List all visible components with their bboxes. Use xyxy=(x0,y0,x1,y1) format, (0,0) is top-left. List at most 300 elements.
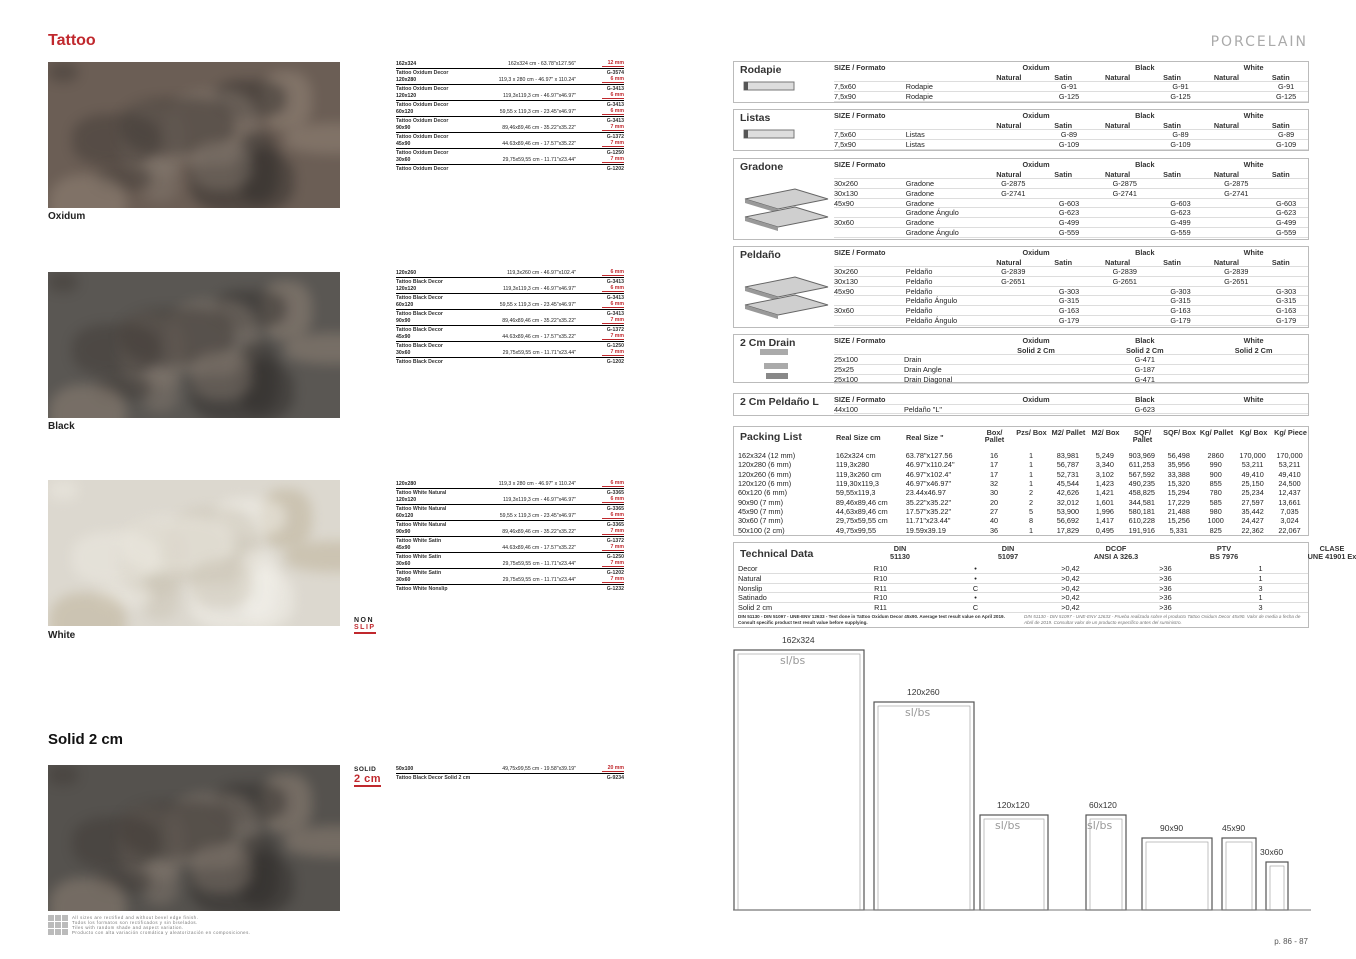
technical-cell: 1 xyxy=(1258,593,1263,603)
technical-header-cell xyxy=(1278,545,1356,561)
spec-dimension: 119,3x260 cm - 46.97"x102.4" xyxy=(506,269,576,276)
technical-cell: • xyxy=(974,593,977,603)
packing-cell: 3,340 xyxy=(1095,460,1114,470)
spec-name: Tattoo Black Decor Solid 2 cm xyxy=(396,774,471,781)
spec-row xyxy=(396,300,624,310)
finish-header: Satin xyxy=(1054,72,1073,82)
piece-icon xyxy=(740,187,830,237)
spec-dimension: 119,3x119,3 cm - 46.97"x46.97" xyxy=(503,92,576,99)
packing-cell: 344,581 xyxy=(1128,497,1155,507)
technical-cell: >36 xyxy=(1159,583,1172,593)
technical-cell: Decor xyxy=(738,563,758,573)
table-header-row xyxy=(834,111,1308,121)
trim-cell: G-163 xyxy=(1275,305,1297,315)
packing-cell: 35,956 xyxy=(1167,460,1190,470)
spec-code: G-1372 xyxy=(606,537,624,544)
packing-cell: 162x324 cm xyxy=(835,451,876,461)
packing-cell: 162x324 (12 mm) xyxy=(738,451,796,461)
trim-cell: G-163 xyxy=(1058,305,1080,315)
size-header: SIZE / Formato xyxy=(834,248,886,258)
packing-cell: 580,181 xyxy=(1128,506,1155,516)
packing-cell: 490,235 xyxy=(1128,479,1155,489)
section-title: Gradone xyxy=(740,161,784,173)
packing-header-cell: Real Size cm xyxy=(836,433,881,442)
texture-blot xyxy=(191,141,252,190)
packing-cell: 170,000 xyxy=(1239,451,1266,461)
spec-row xyxy=(396,123,624,133)
spec-thickness: 6 mm xyxy=(602,77,624,83)
spec-size: 120x280 xyxy=(396,76,417,83)
drain-size: 25x100 xyxy=(834,374,858,384)
spec-size: 90x90 xyxy=(396,124,411,131)
trim-cell: 7,5x90 xyxy=(834,91,856,101)
spec-code: G-1250 xyxy=(606,342,624,349)
trim-cell: G-499 xyxy=(1058,217,1080,227)
packing-cell: 50x100 (2 cm) xyxy=(738,525,785,535)
spec-name: Tattoo White Satin xyxy=(396,569,442,576)
spec-size: 45x90 xyxy=(396,333,411,340)
technical-cell: C xyxy=(972,603,979,613)
packing-cell: 15,256 xyxy=(1167,516,1190,526)
trim-cell: G-2839 xyxy=(1001,267,1026,277)
spec-name: Tattoo White Satin xyxy=(396,537,442,544)
trim-cell: G-2875 xyxy=(1001,179,1026,189)
slabs-logo: sl/bs xyxy=(905,706,931,719)
technical-row xyxy=(738,584,1308,594)
packing-cell: 119,30x119,3 xyxy=(835,479,879,489)
spec-size: 60x120 xyxy=(396,512,414,519)
technical-header-bottom: 51130 xyxy=(890,552,910,562)
technical-row xyxy=(738,564,1308,574)
section-title: 2 Cm Peldaño L xyxy=(740,396,819,408)
piece-illustration xyxy=(740,275,830,330)
size: 44x100 xyxy=(834,404,858,414)
packing-cell: 11.71"x23.44" xyxy=(905,516,951,526)
spec-thickness: 6 mm xyxy=(602,109,624,115)
trim-cell: G-303 xyxy=(1275,286,1297,296)
solid-badge-top: SOLID xyxy=(354,766,377,773)
technical-cell: C xyxy=(972,583,979,593)
trim-cell: 7,5x90 xyxy=(834,139,856,149)
spec-table xyxy=(396,479,624,594)
piece-illustration xyxy=(740,78,796,99)
spec-thickness: 7 mm xyxy=(602,529,624,535)
table-header-row xyxy=(834,395,1308,405)
solid-section-title: Solid 2 cm xyxy=(48,731,124,748)
spec-name: Tattoo Black Decor xyxy=(396,310,443,317)
technical-header-bottom: UNE 41901 Ex xyxy=(1307,552,1356,562)
packing-cell: 25,150 xyxy=(1241,479,1264,489)
drain-name: Drain Angle xyxy=(903,364,942,374)
trim-cell: G-2651 xyxy=(1001,276,1026,286)
spec-code: G-3413 xyxy=(606,117,624,124)
spec-size: 30x60 xyxy=(396,349,411,356)
tile-swatch xyxy=(48,272,340,418)
trim-cell: G-2839 xyxy=(1224,267,1249,277)
footnote xyxy=(48,915,251,935)
packing-cell: 25,234 xyxy=(1241,488,1264,498)
trim-cell: G-2741 xyxy=(1224,188,1249,198)
spec-thickness: 6 mm xyxy=(602,286,624,292)
texture-blot xyxy=(49,175,126,208)
spec-code: G-1250 xyxy=(606,553,624,560)
peldano-l-table xyxy=(834,395,1308,414)
packing-cell: 1000 xyxy=(1207,516,1224,526)
spec-row xyxy=(396,511,624,521)
spec-size: 90x90 xyxy=(396,528,411,535)
technical-header-top: DCOF xyxy=(1105,544,1127,553)
packing-cell: 1,996 xyxy=(1095,506,1114,516)
spec-code: G-3365 xyxy=(606,521,624,528)
brand-logo: PORCELAIN xyxy=(1210,34,1308,50)
color-header: Black xyxy=(1135,248,1155,258)
packing-cell: 36 xyxy=(989,525,999,535)
trim-cell: G-623 xyxy=(1058,208,1080,218)
trim-cell: 30x260 xyxy=(834,179,858,189)
texture-blot xyxy=(191,351,252,400)
trim-cell: Peldaño xyxy=(905,276,933,286)
packing-cell: 89,46x89,46 cm xyxy=(835,497,888,507)
trim-cell: G-91 xyxy=(1172,82,1189,92)
spec-name: Tattoo Black Decor xyxy=(396,358,443,365)
packing-cell: 24,500 xyxy=(1278,479,1301,489)
spec-code: G-1202 xyxy=(606,358,624,365)
drain-row xyxy=(834,355,1308,365)
spec-name: Tattoo Oxidum Decor xyxy=(396,149,449,156)
spec-size: 30x60 xyxy=(396,156,411,163)
name: Peldaño "L" xyxy=(903,404,942,414)
technical-header-cell xyxy=(1170,545,1278,561)
tile-color-label: Black xyxy=(48,421,75,432)
packing-header-cell: Kg/ Piece xyxy=(1274,428,1307,437)
slab-outline-diagram xyxy=(733,630,1313,920)
technical-header-bottom: BS 7976 xyxy=(1209,552,1239,562)
color-header: White xyxy=(1243,160,1264,170)
packing-cell: 59,55x119,3 xyxy=(835,488,876,498)
packing-cell: 40 xyxy=(989,516,999,526)
trim-row xyxy=(834,306,1308,316)
drain-code: G-471 xyxy=(1134,374,1155,384)
trim-cell: G-89 xyxy=(1277,130,1295,140)
trim-cell: Listas xyxy=(905,139,925,149)
packing-cell: 585 xyxy=(1209,497,1222,507)
packing-cell: 990 xyxy=(1209,460,1222,470)
finish-header: Natural xyxy=(996,72,1022,82)
packing-cell: 0,495 xyxy=(1095,525,1114,535)
technical-cell: >0,42 xyxy=(1061,583,1080,593)
trim-cell: Gradone Ángulo xyxy=(905,227,959,237)
trim-cell: G-315 xyxy=(1275,296,1297,306)
finish-header: Satin xyxy=(1054,120,1073,130)
technical-cell: R10 xyxy=(873,593,888,603)
technical-cell: >0,42 xyxy=(1061,573,1080,583)
drain-code: G-187 xyxy=(1134,364,1155,374)
packing-cell: 35.22"x35.22" xyxy=(905,497,952,507)
trim-cell: G-315 xyxy=(1170,296,1191,306)
technical-cell: • xyxy=(974,573,977,583)
slab-size-label: 30x60 xyxy=(1260,847,1284,857)
texture-blot xyxy=(49,385,126,418)
piece-illustration xyxy=(740,347,790,388)
packing-cell: 46.97"x102.4" xyxy=(905,469,952,479)
trim-cell: Listas xyxy=(905,130,925,140)
trim-cell: G-2875 xyxy=(1112,179,1137,189)
packing-cell: 83,981 xyxy=(1056,451,1080,461)
spec-thickness: 7 mm xyxy=(602,157,624,163)
trim-cell: G-603 xyxy=(1058,198,1080,208)
section-title: Peldaño xyxy=(740,249,781,261)
packing-cell: 42,626 xyxy=(1056,488,1080,498)
spec-dimension: 89,46x89,46 cm - 35.22"x35.22" xyxy=(502,317,576,324)
spec-dimension: 44.63x89,46 cm - 17.57"x35.22" xyxy=(502,544,576,551)
finish-header: Satin xyxy=(1271,120,1290,130)
spec-name: Tattoo Oxidum Decor xyxy=(396,165,449,172)
finish-header: Natural xyxy=(996,257,1022,267)
spec-row xyxy=(396,165,624,174)
packing-cell: 2860 xyxy=(1207,451,1224,461)
packing-cell: 49,410 xyxy=(1278,469,1301,479)
finish-header: Solid 2 Cm xyxy=(1017,345,1055,355)
spec-size: 60x120 xyxy=(396,301,414,308)
trim-cell: G-603 xyxy=(1170,198,1191,208)
section-title: Technical Data xyxy=(740,548,814,560)
technical-header-cell xyxy=(954,545,1062,561)
packing-header-cell: Kg/ Box xyxy=(1239,428,1268,437)
spec-name: Tattoo Black Decor xyxy=(396,342,443,349)
packing-cell: 855 xyxy=(1209,479,1222,489)
packing-cell: 22,362 xyxy=(1241,525,1264,535)
spec-row xyxy=(396,107,624,117)
packing-row xyxy=(738,525,1308,534)
packing-row xyxy=(738,451,1308,460)
trim-row xyxy=(834,267,1308,277)
spec-thickness: 12 mm xyxy=(602,61,624,67)
trim-row xyxy=(834,179,1308,189)
trim-cell: 7,5x60 xyxy=(834,82,856,92)
technical-cell: >36 xyxy=(1159,573,1172,583)
trim-cell: G-2651 xyxy=(1224,276,1249,286)
piece-illustration xyxy=(740,187,830,242)
packing-cell: 29,75x59,55 cm xyxy=(835,516,888,526)
trim-cell: 45x90 xyxy=(834,286,854,296)
spec-code: G-1372 xyxy=(606,133,624,140)
technical-cell: 1 xyxy=(1258,573,1263,583)
footnote-line: Producto con alta variación cromática y aleatorización en composiciones. xyxy=(72,930,251,936)
spec-size: 120x120 xyxy=(396,496,417,503)
grid-icon xyxy=(48,915,68,935)
trim-cell: Rodapie xyxy=(905,82,933,92)
trim-cell: G-125 xyxy=(1275,91,1297,101)
color-header: Oxidum xyxy=(1022,248,1050,258)
spec-dimension: 119,3x119,3 cm - 46.97"x46.97" xyxy=(503,285,576,292)
technical-cell: >0,42 xyxy=(1061,563,1080,573)
finish-header: Satin xyxy=(1163,120,1181,130)
packing-header-cell: Box/ Pallet xyxy=(984,428,1005,445)
trim-cell: G-2741 xyxy=(1001,188,1026,198)
spec-size: 45x90 xyxy=(396,544,411,551)
technical-cell: • xyxy=(974,563,977,573)
trim-cell: G-109 xyxy=(1170,139,1191,149)
trim-row xyxy=(834,189,1308,199)
drain-code: G-471 xyxy=(1134,355,1155,365)
packing-cell: 46.97"x110.24" xyxy=(905,460,955,470)
table-header-row xyxy=(834,248,1308,258)
color-header: Black xyxy=(1135,111,1155,121)
spec-name: Tattoo Black Decor xyxy=(396,294,443,301)
packing-cell: 825 xyxy=(1209,525,1222,535)
spec-name: Tattoo White Natural xyxy=(396,489,447,496)
packing-header-cell: M2/ Pallet xyxy=(1051,428,1086,437)
packing-row xyxy=(738,516,1308,525)
packing-cell: 1 xyxy=(1028,469,1034,479)
spec-dimension: 119,3x119,3 cm - 46.97"x46.97" xyxy=(503,496,576,503)
packing-cell: 12,437 xyxy=(1278,488,1301,498)
slabs-logo: sl/bs xyxy=(780,654,806,667)
texture-blot xyxy=(285,826,340,857)
technical-cell: Satinado xyxy=(738,593,767,603)
trim-cell: G-499 xyxy=(1275,217,1297,227)
trim-row xyxy=(834,277,1308,287)
packing-cell: 120x120 (6 mm) xyxy=(738,479,792,489)
packing-cell: 27 xyxy=(989,506,999,516)
page-number: p. 86 - 87 xyxy=(1274,937,1308,946)
nonslip-badge-top: NON xyxy=(354,617,375,624)
packing-cell: 17,229 xyxy=(1167,497,1190,507)
trim-cell: Rodapie xyxy=(905,91,933,101)
technical-header-cell xyxy=(846,545,954,561)
spec-row xyxy=(396,332,624,342)
color-header: Black xyxy=(1135,160,1155,170)
packing-cell: 30 xyxy=(989,488,999,498)
finish-header-row xyxy=(834,346,1308,356)
packing-cell: 56,498 xyxy=(1167,451,1190,461)
trim-table xyxy=(834,160,1308,238)
spec-size: 30x60 xyxy=(396,576,411,583)
spec-row xyxy=(396,348,624,358)
texture-blot xyxy=(191,559,252,608)
color-header: White xyxy=(1243,336,1264,346)
packing-cell: 458,825 xyxy=(1128,488,1155,498)
trim-cell: G-2651 xyxy=(1112,276,1137,286)
trim-cell: 30x60 xyxy=(834,217,854,227)
footnote-line: Todos los formatos son rectificados y sin biselados. xyxy=(72,920,198,926)
packing-cell: 8 xyxy=(1028,516,1034,526)
spec-size: 120x120 xyxy=(396,92,417,99)
texture-blot xyxy=(48,272,78,292)
spec-dimension: 119,3 x 280 cm - 46.97" x 110.24" xyxy=(498,76,576,83)
packing-header-cell: M2/ Box xyxy=(1091,428,1120,437)
drain-size: 25x25 xyxy=(834,364,854,374)
piece-icon xyxy=(740,126,796,142)
spec-code: G-1202 xyxy=(606,165,624,172)
color-header: Oxidum xyxy=(1022,394,1050,404)
spec-size: 45x90 xyxy=(396,140,411,147)
piece-illustration xyxy=(740,126,796,147)
trim-row xyxy=(834,82,1308,92)
packing-cell: 32,012 xyxy=(1056,497,1080,507)
spec-dimension: 59,55 x 119,3 cm - 23.45"x46.97" xyxy=(499,301,576,308)
spec-row xyxy=(396,585,624,594)
slabs-logo: sl/bs xyxy=(995,819,1021,832)
packing-cell: 20 xyxy=(989,497,999,507)
trim-cell: G-179 xyxy=(1058,315,1080,325)
piece-icon xyxy=(740,347,790,383)
packing-cell: 35,442 xyxy=(1241,506,1264,516)
packing-cell: 24,427 xyxy=(1241,516,1264,526)
packing-cell: 17,829 xyxy=(1056,525,1080,535)
spec-dimension: 29,75x59,55 cm - 11.71"x23.44" xyxy=(502,156,576,163)
trim-cell: G-2839 xyxy=(1112,267,1137,277)
packing-cell: 27,597 xyxy=(1241,497,1264,507)
packing-cell: 610,228 xyxy=(1128,516,1155,526)
size-header: SIZE / Formato xyxy=(834,63,886,73)
packing-header-cell: Pzs/ Box xyxy=(1016,428,1047,437)
spec-row xyxy=(396,774,624,783)
slab-size-label: 90x90 xyxy=(1160,823,1184,833)
packing-cell: 52,731 xyxy=(1056,469,1080,479)
trim-row xyxy=(834,287,1308,297)
packing-cell: 1 xyxy=(1028,451,1034,461)
packing-cell: 53,211 xyxy=(1278,460,1301,470)
packing-cell: 5 xyxy=(1028,506,1034,516)
technical-cell: Solid 2 cm xyxy=(738,603,773,613)
trim-table xyxy=(834,248,1308,326)
packing-header-cell: Real Size " xyxy=(906,433,944,442)
spec-size: 120x260 xyxy=(396,269,417,276)
technical-header-top: CLASE xyxy=(1319,544,1345,553)
packing-row xyxy=(738,507,1308,516)
packing-cell: 53,900 xyxy=(1056,506,1080,516)
finish-header: Satin xyxy=(1163,72,1181,82)
color-header: White xyxy=(1243,394,1264,404)
trim-cell: G-623 xyxy=(1275,208,1297,218)
trim-cell: Peldaño xyxy=(905,267,933,277)
packing-cell: 611,253 xyxy=(1128,460,1155,470)
technical-cell: R10 xyxy=(873,573,888,583)
technical-header-top: DIN xyxy=(1001,544,1015,553)
spec-thickness: 20 mm xyxy=(602,766,624,772)
texture-blot xyxy=(285,333,340,364)
nonslip-badge xyxy=(354,617,376,634)
finish-header: Solid 2 Cm xyxy=(1125,345,1164,355)
slab-size-diagram xyxy=(733,630,1313,920)
packing-cell: 22,067 xyxy=(1278,525,1301,535)
trim-row xyxy=(834,199,1308,209)
packing-cell: 45x90 (7 mm) xyxy=(738,506,784,516)
packing-cell: 1 xyxy=(1028,479,1034,489)
spec-row xyxy=(396,284,624,294)
finish-header: Natural xyxy=(1213,72,1239,82)
packing-header xyxy=(836,429,1309,444)
footnote-line: Tiles with random shade and aspect variation. xyxy=(72,925,184,931)
spec-code: G-3574 xyxy=(606,69,624,76)
finish-header: Satin xyxy=(1271,72,1290,82)
spec-row xyxy=(396,527,624,537)
section-title: Listas xyxy=(740,112,771,124)
drain-size: 25x100 xyxy=(834,355,858,365)
spec-thickness: 6 mm xyxy=(602,497,624,503)
packing-row xyxy=(738,470,1308,479)
spec-code: G-1202 xyxy=(606,569,624,576)
trim-cell: G-179 xyxy=(1275,315,1297,325)
trim-cell: G-603 xyxy=(1275,198,1297,208)
packing-cell: 44,63x89,46 cm xyxy=(835,506,888,516)
packing-header-cell: SQF/ Box xyxy=(1163,428,1196,437)
packing-cell: 900 xyxy=(1209,469,1222,479)
packing-cell: 49,75x99,55 xyxy=(835,525,876,535)
packing-cell: 780 xyxy=(1209,488,1222,498)
spec-name: Tattoo Oxidum Decor xyxy=(396,133,449,140)
